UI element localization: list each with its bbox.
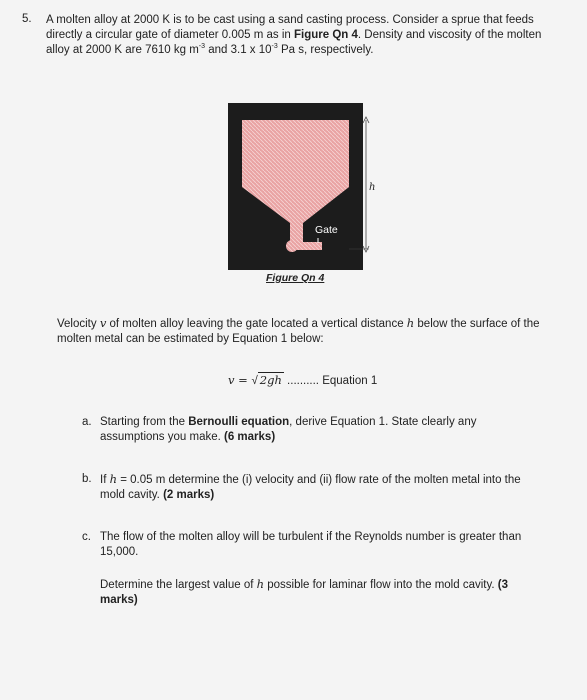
part-c-text-2b: possible for laminar flow into the mold cavity. (264, 579, 495, 591)
velocity-text-1: Velocity (57, 318, 100, 330)
question-intro (46, 13, 566, 58)
part-c-text-2a: Determine the largest value of (100, 579, 257, 591)
radical-sign: √ (251, 375, 258, 387)
part-a-text-1: Starting from the (100, 416, 189, 428)
part-c-letter: c. (82, 531, 91, 543)
part-b-letter: b. (82, 473, 92, 485)
velocity-description (57, 316, 547, 347)
equation-radicand: 2gh (259, 373, 282, 387)
viscosity-exponent: -3 (271, 43, 278, 51)
gate-label: Gate (315, 224, 338, 236)
equation-dots: .......... (283, 375, 320, 387)
part-b-marks: (2 marks) (163, 489, 215, 501)
velocity-text-2: of molten alloy leaving the gate located a vertical distance (106, 318, 407, 330)
part-a-text (100, 415, 540, 445)
bernoulli-term: Bernoulli equation (188, 416, 290, 428)
equation-1 (228, 373, 377, 387)
figure-caption: Figure Qn 4 (266, 272, 325, 284)
part-c-text-1: The flow of the molten alloy will be turbulent if the Reynolds number is greater than 15,000. (100, 531, 522, 558)
part-c-marks: (3 marks) (100, 579, 508, 606)
intro-text-4: Pa s, respectively. (277, 44, 374, 56)
question-number: 5. (22, 13, 32, 25)
part-b-text-2: = 0.05 m determine the (i) velocity and (ii) flow rate of the molten metal into the mold cavity. (100, 474, 521, 501)
intro-text-2: . Density and viscosity of the molten alloy at 2000 K are 7610 kg m (46, 29, 542, 56)
density-exponent: -3 (198, 43, 206, 51)
sprue-figure (228, 103, 388, 275)
part-a-marks: (6 marks) (224, 431, 276, 443)
part-b-text-1: If (100, 474, 110, 486)
velocity-symbol: v (99, 316, 107, 330)
height-label: h (369, 182, 376, 193)
part-a-letter: a. (82, 416, 92, 428)
part-c-text (100, 530, 540, 608)
part-a-text-2: , derive Equation 1. State clearly any assumptions you make. (100, 416, 477, 443)
intro-text-1: A molten alloy at 2000 K is to be cast using a sand casting process. Consider a sprue that feeds directly a circular gate of diameter 0.005 m as in (46, 14, 534, 41)
part-b-height-symbol: h (109, 472, 118, 486)
part-c-question (100, 577, 540, 608)
figure-reference: Figure Qn 4 (294, 29, 358, 41)
velocity-text-3: below the surface of the molten metal can be estimated by Equation 1 below: (57, 318, 540, 345)
part-b-text (100, 472, 540, 503)
height-symbol: h (406, 316, 415, 330)
gate-channel (294, 242, 322, 250)
equation-label: Equation 1 (322, 375, 378, 387)
intro-text-3: and 3.1 x 10 (205, 44, 272, 56)
sprue-diagram (228, 103, 388, 275)
equation-lhs: v = (228, 373, 252, 387)
part-c-height-symbol: h (256, 577, 265, 591)
